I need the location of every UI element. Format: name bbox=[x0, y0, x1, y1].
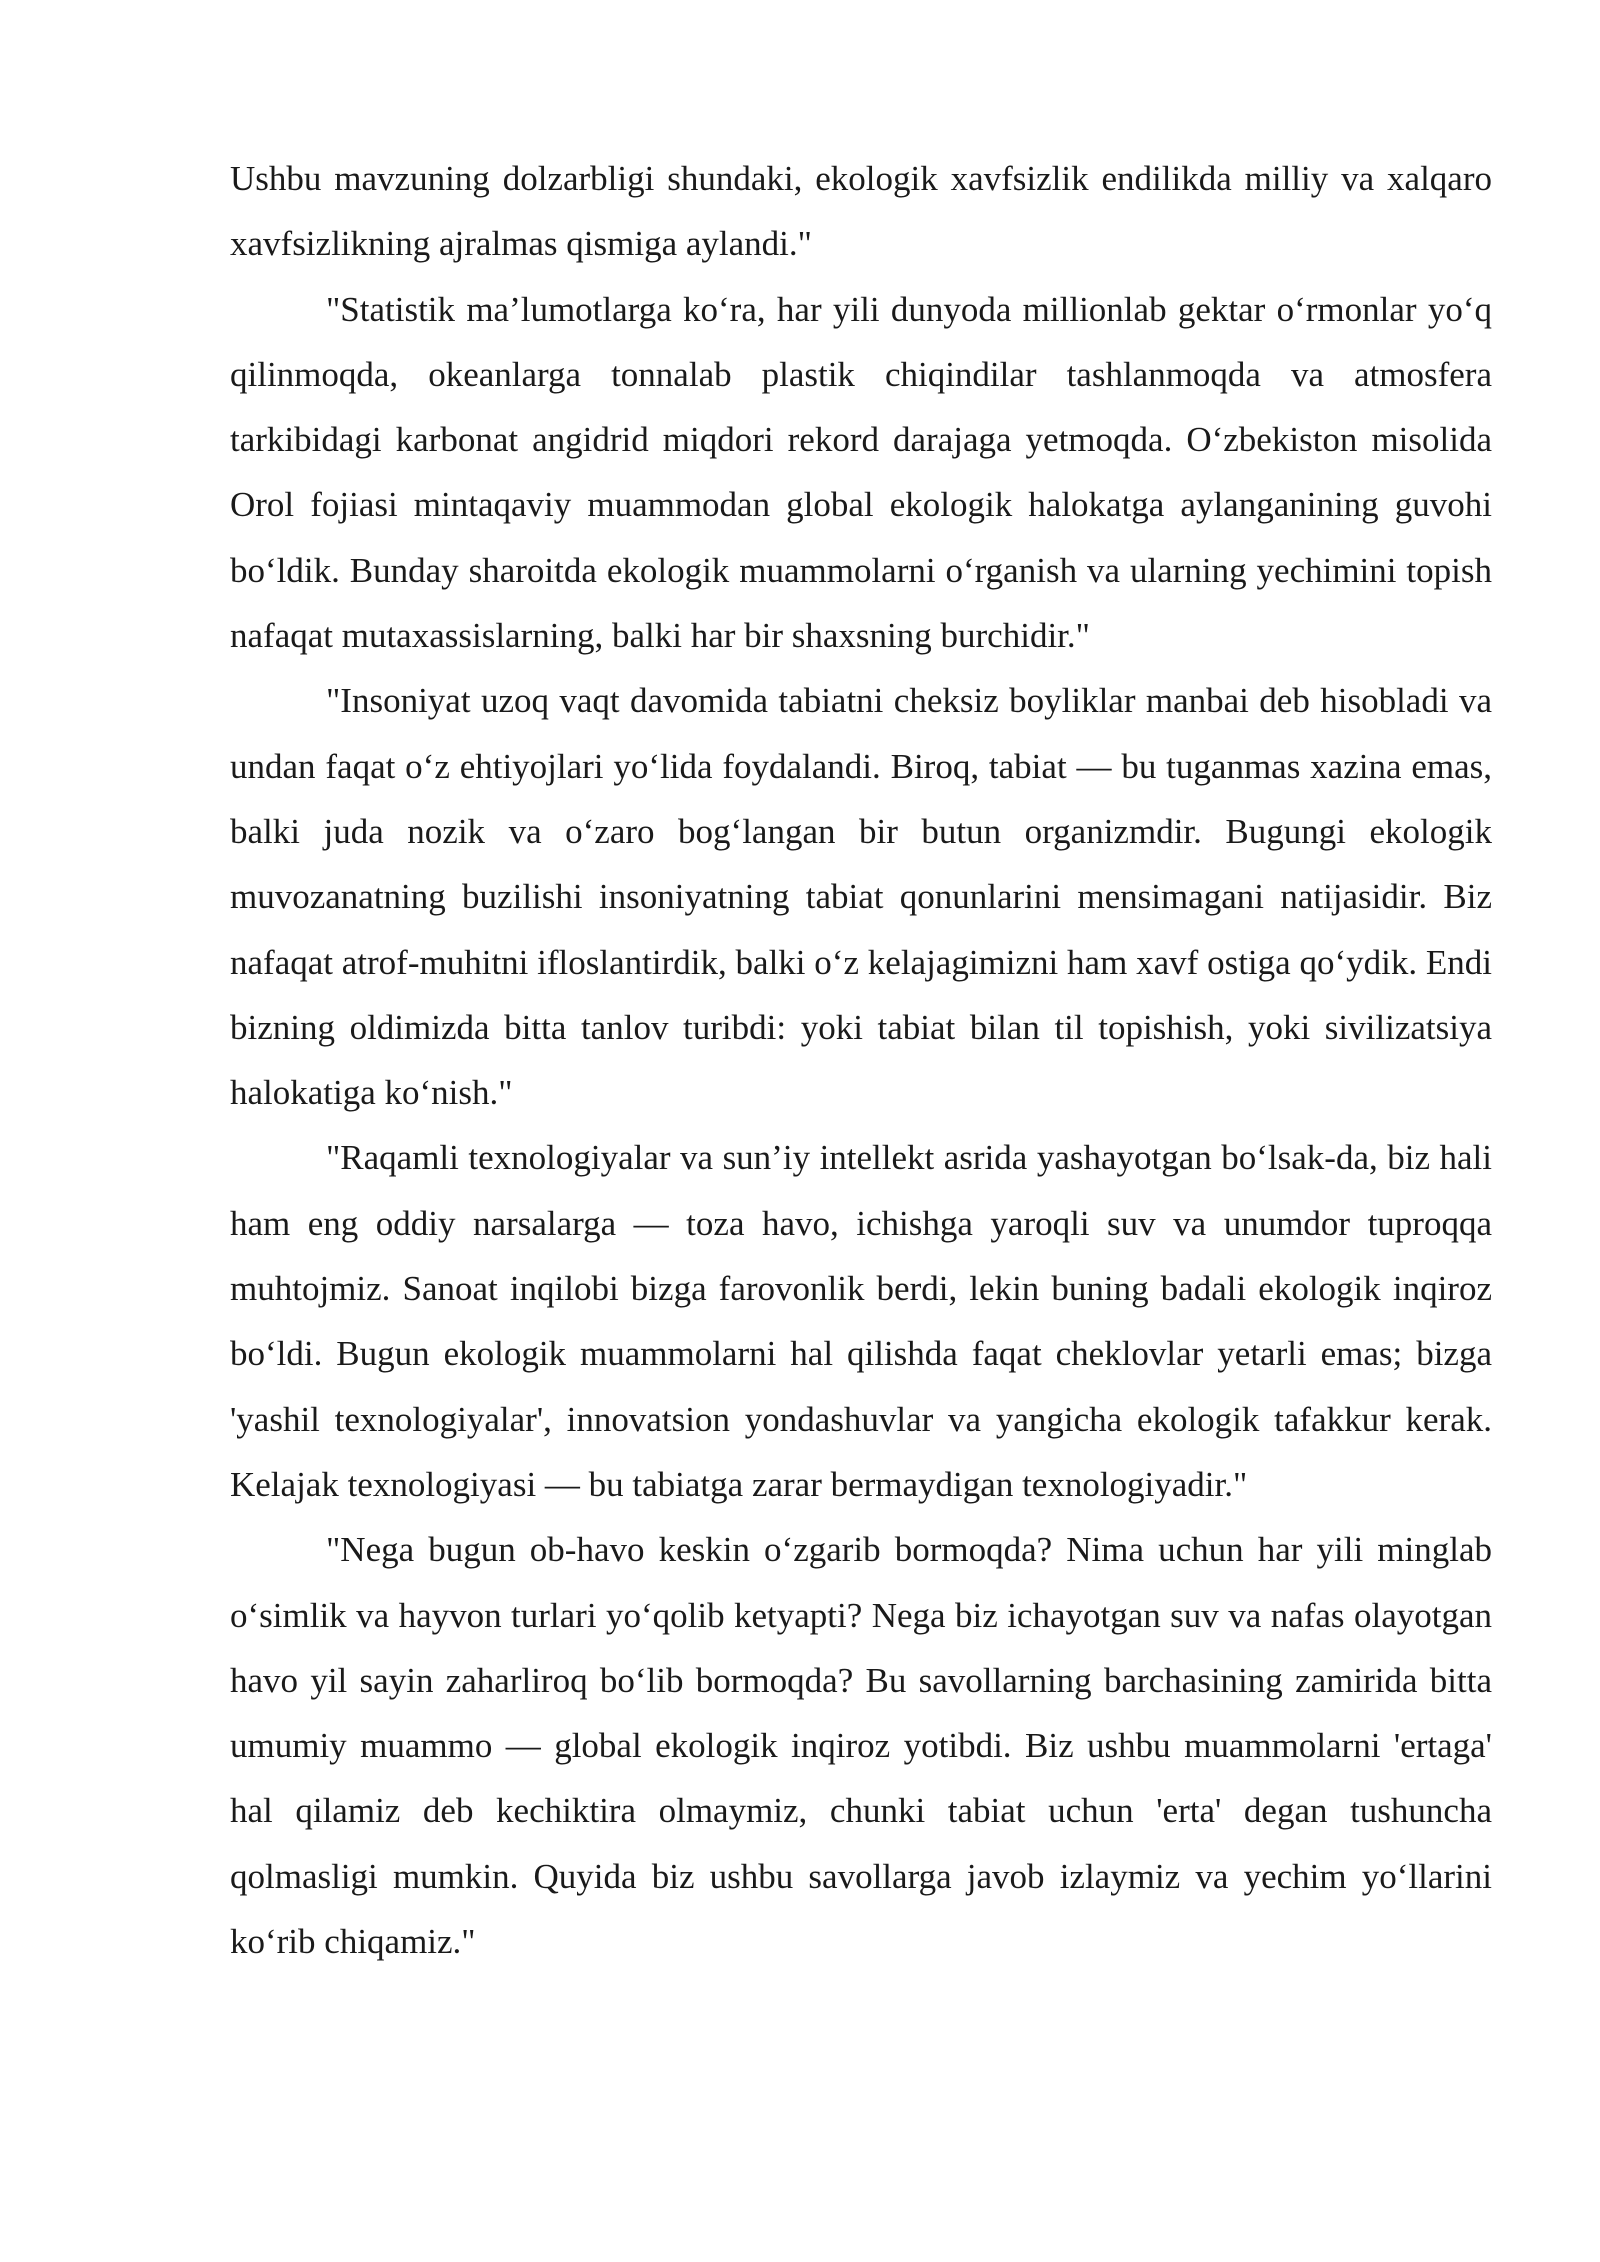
document-body bbox=[230, 146, 1492, 1974]
paragraph-2: "Statistik ma’lumotlarga ko‘ra, har yili dunyoda millionlab gektar o‘rmonlar yo‘q qilinmoqda, okeanlarga tonnalab plastik chiqindilar tashlanmoqda va atmosfera tarkibidagi karbonat angidrid miqdori rekord darajaga yetmoqda. O‘zbekiston misolida Orol fojiasi mintaqaviy muammodan global ekologik halokatga aylanganining guvohi bo‘ldik. Bunday sharoitda ekologik muammolarni o‘rganish va ularning yechimini topish nafaqat mutaxassislarning, balki har bir shaxsning burchidir." bbox=[230, 289, 1492, 656]
paragraph-5: "Nega bugun ob-havo keskin o‘zgarib bormoqda? Nima uchun har yili minglab o‘simlik va hayvon turlari yo‘qolib ketyapti? Nega biz ichayotgan suv va nafas olayotgan havo yil sayin zaharliroq bo‘lib bormoqda? Bu savollarning barchasining zamirida bitta umumiy muammo — global ekologik inqiroz yotibdi. Biz ushbu muammolarni 'ertaga' hal qilamiz deb kechiktira olmaymiz, chunki tabiat uchun 'erta' degan tushuncha qolmasligi mumkin. Quyida biz ushbu savollarga javob izlaymiz va yechim yo‘llarini ko‘rib chiqamiz." bbox=[230, 1530, 1492, 1962]
paragraph-4: "Raqamli texnologiyalar va sun’iy intellekt asrida yashayotgan bo‘lsak-da, biz hali ham eng oddiy narsalarga — toza havo, ichishga yaroqli suv va unumdor tuproqqa muhtojmiz. Sanoat inqilobi bizga farovonlik berdi, lekin buning badali ekologik inqiroz bo‘ldi. Bugun ekologik muammolarni hal qilishda faqat cheklovlar yetarli emas; bizga 'yashil texnologiyalar', innovatsion yondashuvlar va yangicha ekologik tafakkur kerak. Kelajak texnologiyasi — bu tabiatga zarar bermaydigan texnologiyadir." bbox=[230, 1138, 1492, 1504]
paragraph-1: Ushbu mavzuning dolzarbligi shundaki, ekologik xavfsizlik endilikda milliy va xalqaro xavfsizlikning ajralmas qismiga aylandi." bbox=[230, 159, 1492, 264]
paragraph-3: "Insoniyat uzoq vaqt davomida tabiatni cheksiz boyliklar manbai deb hisobladi va undan faqat o‘z ehtiyojlari yo‘lida foydalandi. Biroq, tabiat — bu tuganmas xazina emas, balki juda nozik va o‘zaro bog‘langan bir butun organizmdir. Bugungi ekologik muvozanatning buzilishi insoniyatning tabiat qonunlarini mensimagani natijasidir. Biz nafaqat atrof-muhitni ifloslantirdik, balki o‘z kelajagimizni ham xavf ostiga qo‘ydik. Endi bizning oldimizda bitta tanlov turibdi: yoki tabiat bilan til topishish, yoki sivilizatsiya halokatiga ko‘nish." bbox=[230, 681, 1492, 1113]
